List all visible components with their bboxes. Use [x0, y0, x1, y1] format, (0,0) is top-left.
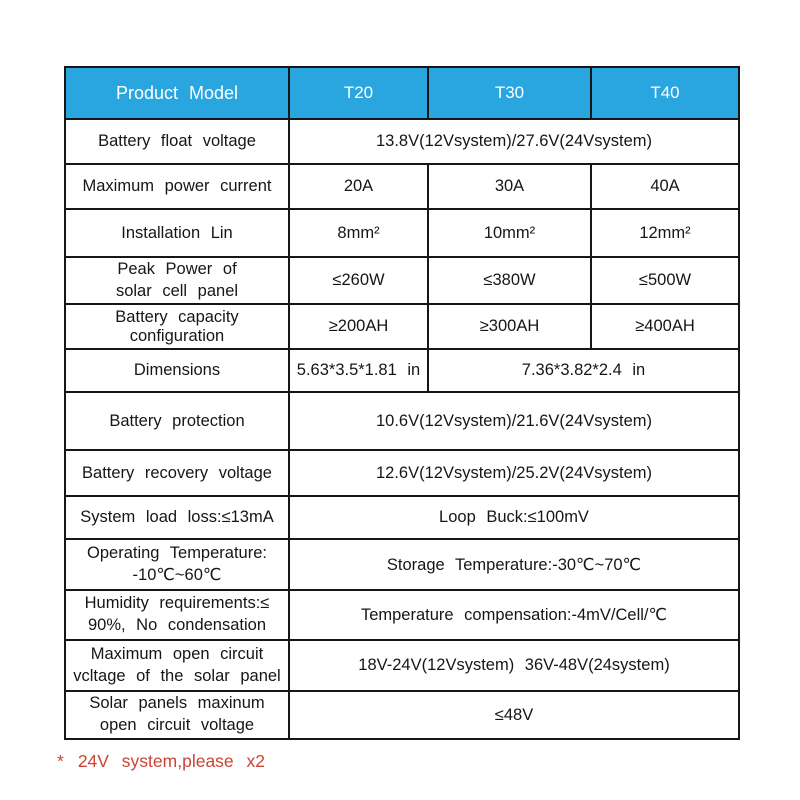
row-value: 10.6V(12Vsystem)/21.6V(24Vsystem) — [289, 392, 739, 450]
value-t40: ≥400AH — [591, 304, 739, 349]
row-battery-float-voltage — [65, 119, 739, 164]
row-label: Maximum power current — [65, 164, 289, 209]
footnote-text: 24V system,please x2 — [77, 751, 266, 771]
row-label-line1: Peak Power of — [117, 259, 237, 278]
row-battery-capacity — [65, 304, 739, 349]
row-label: Battery capacity configuration — [65, 304, 289, 349]
row-label-line2: 90%, No condensation — [87, 616, 267, 634]
value-t30: 30A — [428, 164, 591, 209]
product-spec-table — [64, 66, 740, 740]
footnote — [57, 751, 265, 772]
row-label — [65, 691, 289, 739]
value-t30-t40: 7.36*3.82*2.4 in — [428, 349, 739, 392]
header-row — [65, 67, 739, 119]
row-label: Battery float voltage — [65, 119, 289, 164]
value-t20: 5.63*3.5*1.81 in — [289, 349, 428, 392]
row-label — [65, 590, 289, 640]
row-installation-line — [65, 209, 739, 257]
row-label-line2: solar cell panel — [115, 281, 239, 300]
row-label: System load loss:≤13mA — [65, 496, 289, 539]
row-label: Battery recovery voltage — [65, 450, 289, 496]
row-label-line2: vcltage of the solar panel — [73, 666, 281, 685]
header-model-t20: T20 — [289, 67, 428, 119]
row-label-line2: -10℃~60℃ — [132, 565, 222, 584]
value-t30: ≤380W — [428, 257, 591, 304]
row-battery-protection — [65, 392, 739, 450]
value-t30: ≥300AH — [428, 304, 591, 349]
value-t20: 8mm² — [289, 209, 428, 257]
value-t20: 20A — [289, 164, 428, 209]
row-label: Battery protection — [65, 392, 289, 450]
row-label — [65, 257, 289, 304]
header-model-t30: T30 — [428, 67, 591, 119]
row-maximum-power-current — [65, 164, 739, 209]
row-dimensions — [65, 349, 739, 392]
row-value: Loop Buck:≤100mV — [289, 496, 739, 539]
header-product-model: Product Model — [65, 67, 289, 119]
footnote-asterisk: * — [57, 751, 64, 771]
value-t40: 40A — [591, 164, 739, 209]
row-value: 18V-24V(12Vsystem) 36V-48V(24system) — [289, 640, 739, 691]
row-humidity-requirements — [65, 590, 739, 640]
value-t20: ≥200AH — [289, 304, 428, 349]
row-label-line1: Maximum open circuit — [90, 644, 264, 663]
header-model-t40: T40 — [591, 67, 739, 119]
row-label-line2: open circuit voltage — [99, 716, 255, 734]
row-peak-power — [65, 257, 739, 304]
row-label — [65, 640, 289, 691]
row-max-open-circuit-voltage — [65, 640, 739, 691]
row-solar-panels-max-voltage — [65, 691, 739, 739]
row-value: ≤48V — [289, 691, 739, 739]
row-label — [65, 539, 289, 590]
row-system-load-loss — [65, 496, 739, 539]
row-label: Dimensions — [65, 349, 289, 392]
row-label-line1: Operating Temperature: — [87, 543, 267, 562]
value-t40: 12mm² — [591, 209, 739, 257]
row-label-line1: Solar panels maxinum — [89, 694, 265, 713]
row-value: 12.6V(12Vsystem)/25.2V(24Vsystem) — [289, 450, 739, 496]
value-t30: 10mm² — [428, 209, 591, 257]
row-value: 13.8V(12Vsystem)/27.6V(24Vsystem) — [289, 119, 739, 164]
row-operating-temperature — [65, 539, 739, 590]
row-label-line1: Humidity requirements:≤ — [84, 594, 270, 613]
row-battery-recovery-voltage — [65, 450, 739, 496]
row-value: Temperature compensation:-4mV/Cell/℃ — [289, 590, 739, 640]
value-t40: ≤500W — [591, 257, 739, 304]
row-value: Storage Temperature:-30℃~70℃ — [289, 539, 739, 590]
value-t20: ≤260W — [289, 257, 428, 304]
row-label: Installation Lin — [65, 209, 289, 257]
